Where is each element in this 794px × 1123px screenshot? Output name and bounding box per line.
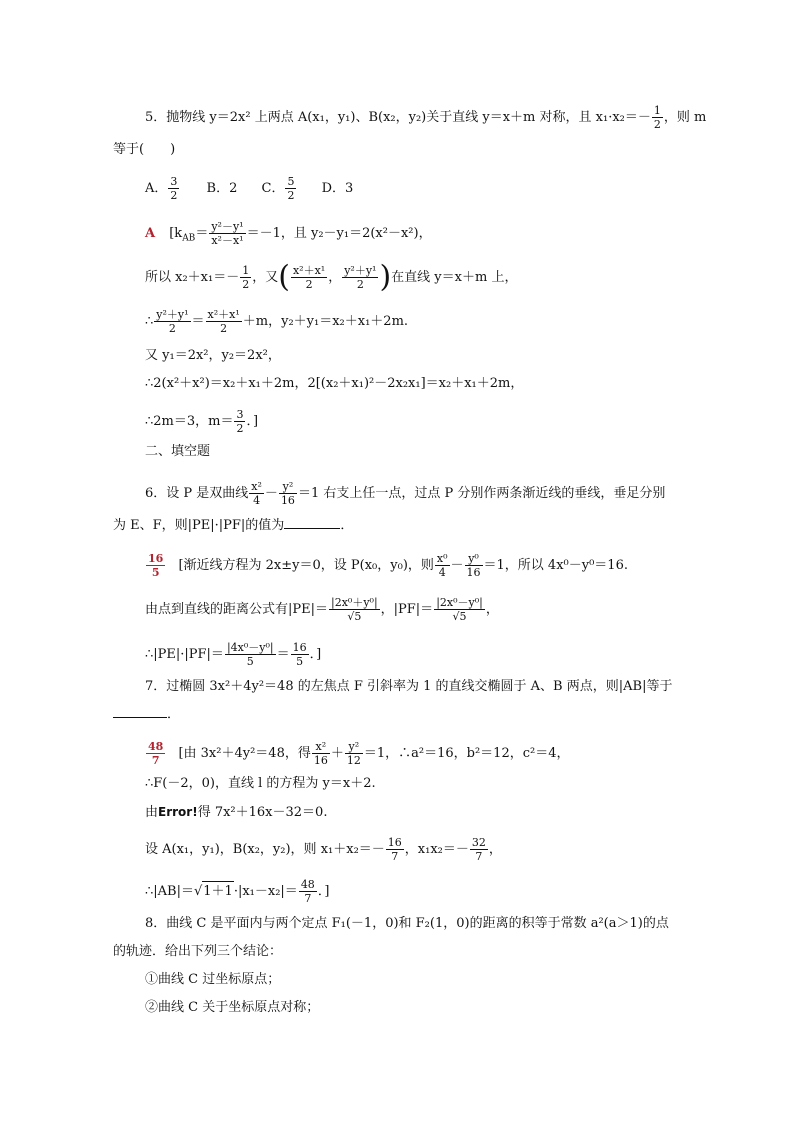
q6-stem-line2: 为 E、F，则|PE|·|PF|的值为 ． xyxy=(113,518,354,533)
q8-stem-line1: 8．曲线 C 是平面内与两个定点 F₁(－1，0)和 F₂(1，0)的距离的积等于常数 a²(a＞1)的点 xyxy=(145,916,669,931)
q7-solution-line4: 设 A(x₁，y₁)，B(x₂，y₂)，则 x₁＋x₂＝－ $\frac{16}{7}$ ，x₁x₂＝－ $\frac{32}{7}$ ， xyxy=(145,836,502,863)
fraction: $\frac{1}{2}$ xyxy=(653,104,661,131)
answer-blank xyxy=(113,705,167,718)
q7-stem-line2: ． xyxy=(113,705,180,725)
q5-stem-line2: 等于( ) xyxy=(113,142,176,157)
q5-solution-line6: ∴2m＝3，m＝ $\frac{3}{2}$ ．] xyxy=(145,408,259,435)
q5-stem-line1 xyxy=(145,104,706,131)
q7-solution-line1: $\frac{48}{7}$ [由 3x²＋4y²＝48，得 $\frac{\text{x²}}{16}$ ＋ $\frac{\text{y²}}{12}$ ＝1，∴a²＝16，b²＝12，c²＝4， xyxy=(148,740,570,767)
q7-stem-line1: 7．过椭圆 3x²＋4y²＝48 的左焦点 F 引斜率为 1 的直线交椭圆于 A、B 两点，则|AB|等于 xyxy=(145,679,673,694)
error-marker: Error! xyxy=(158,805,198,819)
q6-answer: $\frac{16}{5}$ xyxy=(148,552,164,579)
q6-stem-line1: 6．设 P 是双曲线 $\frac{\text{x²}}{4}$ － $\frac{\text{y²}}{16}$ ＝1 右支上任一点，过点 P 分别作两条渐近线的垂线，垂足分别 xyxy=(145,480,666,507)
option-d: D．3 xyxy=(321,181,354,196)
q5-solution-line2: 所以 x₂＋x₁＝－ $\frac{1}{2}$ ，又( $\frac{\text{x²＋x¹}}{2}$ ， $\frac{\text{y²＋y¹}}{2}$ )在直线 y＝x＋m 上， xyxy=(145,259,518,295)
q5-stem-text: 5．抛物线 y＝2x² 上两点 A(x₁，y₁)、B(x₂，y₂)关于直线 y＝x＋m 对称，且 x₁·x₂＝－ xyxy=(145,110,651,125)
option-c: C． $\frac{5}{2}$ xyxy=(261,175,295,202)
q5-options xyxy=(145,175,353,202)
option-b: B．2 xyxy=(206,181,238,196)
q6-solution-line3: ∴|PE|·|PF|＝ $\frac{\text{|4x⁰－y⁰|}}{5}$ ＝ $\frac{16}{5}$ ．] xyxy=(145,641,322,668)
q5-solution-line5: ∴2(x²＋x²)＝x₂＋x₁＋2m，2[(x₂＋x₁)²－2x₂x₁]＝x₂＋x₁＋2m， xyxy=(145,376,524,391)
q5-solution-line3: ∴ $\frac{\text{y²＋y¹}}{2}$ ＝ $\frac{\text{x²＋x¹}}{2}$ ＋m，y₂＋y₁＝x₂＋x₁＋2m. xyxy=(145,308,409,335)
q8-stem-line2: 的轨迹．给出下列三个结论： xyxy=(113,944,283,959)
q7-solution-line5: ∴|AB|＝√1＋1·|x₁－x₂|＝ $\frac{48}{7}$ ．] xyxy=(145,878,330,905)
q5-solution-line4: 又 y₁＝2x²，y₂＝2x²， xyxy=(145,348,281,363)
q8-item-1: ①曲线 C 过坐标原点； xyxy=(145,972,281,987)
option-a: A． $\frac{3}{2}$ xyxy=(145,175,178,202)
q6-solution-line1: $\frac{16}{5}$ [渐近线方程为 2x±y＝0，设 P(x₀，y₀)，则 $\frac{\text{x⁰}}{4}$ － $\frac{\text{y⁰}}{16}$ ＝1，所以 4x⁰－y⁰＝16. xyxy=(148,552,628,579)
q7-answer: $\frac{48}{7}$ xyxy=(148,740,164,767)
q6-solution-line2: 由点到直线的距离公式有|PE|＝ $\frac{\text{|2x⁰＋y⁰|}}{√5}$ ，|PF|＝ $\frac{\text{|2x⁰－y⁰|}}{√5}$ ， xyxy=(145,596,499,623)
q7-solution-line2: ∴F(－2，0)，直线 l 的方程为 y＝x＋2. xyxy=(145,776,376,791)
q5-answer: A xyxy=(145,226,156,241)
q5-stem-text: ，则 m xyxy=(663,110,707,125)
q5-solution-line1: A [$k_{AB}=$ $\frac{\text{y²－y¹}}{\text{x²－x¹}}$ ＝－1，且 y₂－y₁＝2(x²－x²)， xyxy=(145,220,432,247)
q8-item-2: ②曲线 C 关于坐标原点对称； xyxy=(145,1000,320,1015)
q7-solution-line3: 由Error!得 7x²＋16x－32＝0. xyxy=(145,805,328,820)
section-title: 二、填空题 xyxy=(145,444,211,459)
answer-blank xyxy=(284,516,340,529)
